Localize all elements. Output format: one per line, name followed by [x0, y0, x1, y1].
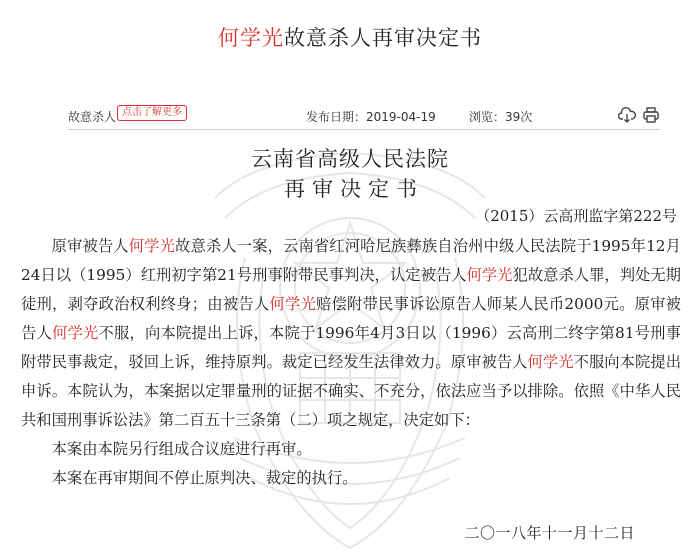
text-segment: 犯故意杀人罪，判处无期徒刑，剥夺政治权利终身；由被告人 — [21, 266, 681, 313]
header-divider — [68, 129, 660, 130]
action-icons — [618, 106, 660, 124]
court-name: 云南省高级人民法院 — [251, 147, 449, 171]
defendant-name: 何学光 — [527, 353, 574, 371]
text-segment: 不服，向本院提出上诉，本院于1996年4月3日以（1996）云高刑二终字第81号刑事附带民事裁定，驳回上诉，维持原判。裁定已经发生法律效力。原审被告人 — [21, 324, 681, 371]
meta-bar — [68, 105, 660, 127]
defendant-name: 何学光 — [128, 237, 176, 255]
text-segment: 赔偿附带民事诉讼原告人师某人民币2000元。原审被告人 — [21, 295, 681, 342]
page-title-name: 何学光 — [218, 26, 284, 50]
text-segment: 不服向本院提出申诉。本院认为，本案据以定罪量刑的证据不确实、不充分，依法应当予以排除。依照《中华人民共和国刑事诉讼法》第二百五十三条第（二）项之规定，决定如下： — [21, 353, 681, 429]
text-segment: 故意杀人一案，云南省红河哈尼族彝族自治州中级人民法院于1995年12月24日以（1995）红刑初字第21号刑事附带民事判决，认定被告人 — [21, 237, 681, 284]
print-icon[interactable] — [642, 106, 660, 124]
defendant-name: 何学光 — [52, 324, 99, 342]
text-segment: 原审被告人 — [51, 237, 129, 255]
case-number: （2015）云高刑监字第222号 — [475, 207, 677, 225]
crime-tag[interactable]: 故意杀人 — [68, 110, 117, 124]
paragraph-facts — [21, 232, 681, 435]
download-icon[interactable] — [618, 106, 636, 124]
document-type: 再审决定书 — [284, 177, 424, 201]
document-body — [21, 232, 681, 493]
decision-date: 二〇一八年十一月十二日 — [464, 524, 635, 542]
learn-more-button[interactable]: 点击了解更多 — [117, 105, 187, 121]
publish-date: 发布日期：2019-04-19 — [306, 110, 436, 124]
page-title — [0, 22, 700, 52]
view-count: 浏览：39次 — [469, 110, 533, 124]
paragraph-decision: 本案由本院另行组成合议庭进行再审。 — [51, 440, 312, 458]
defendant-name: 何学光 — [269, 295, 316, 313]
page-title-rest: 故意杀人再审决定书 — [284, 26, 482, 50]
defendant-name: 何学光 — [466, 266, 513, 284]
paragraph-execution: 本案在再审期间不停止原判决、裁定的执行。 — [51, 469, 358, 487]
